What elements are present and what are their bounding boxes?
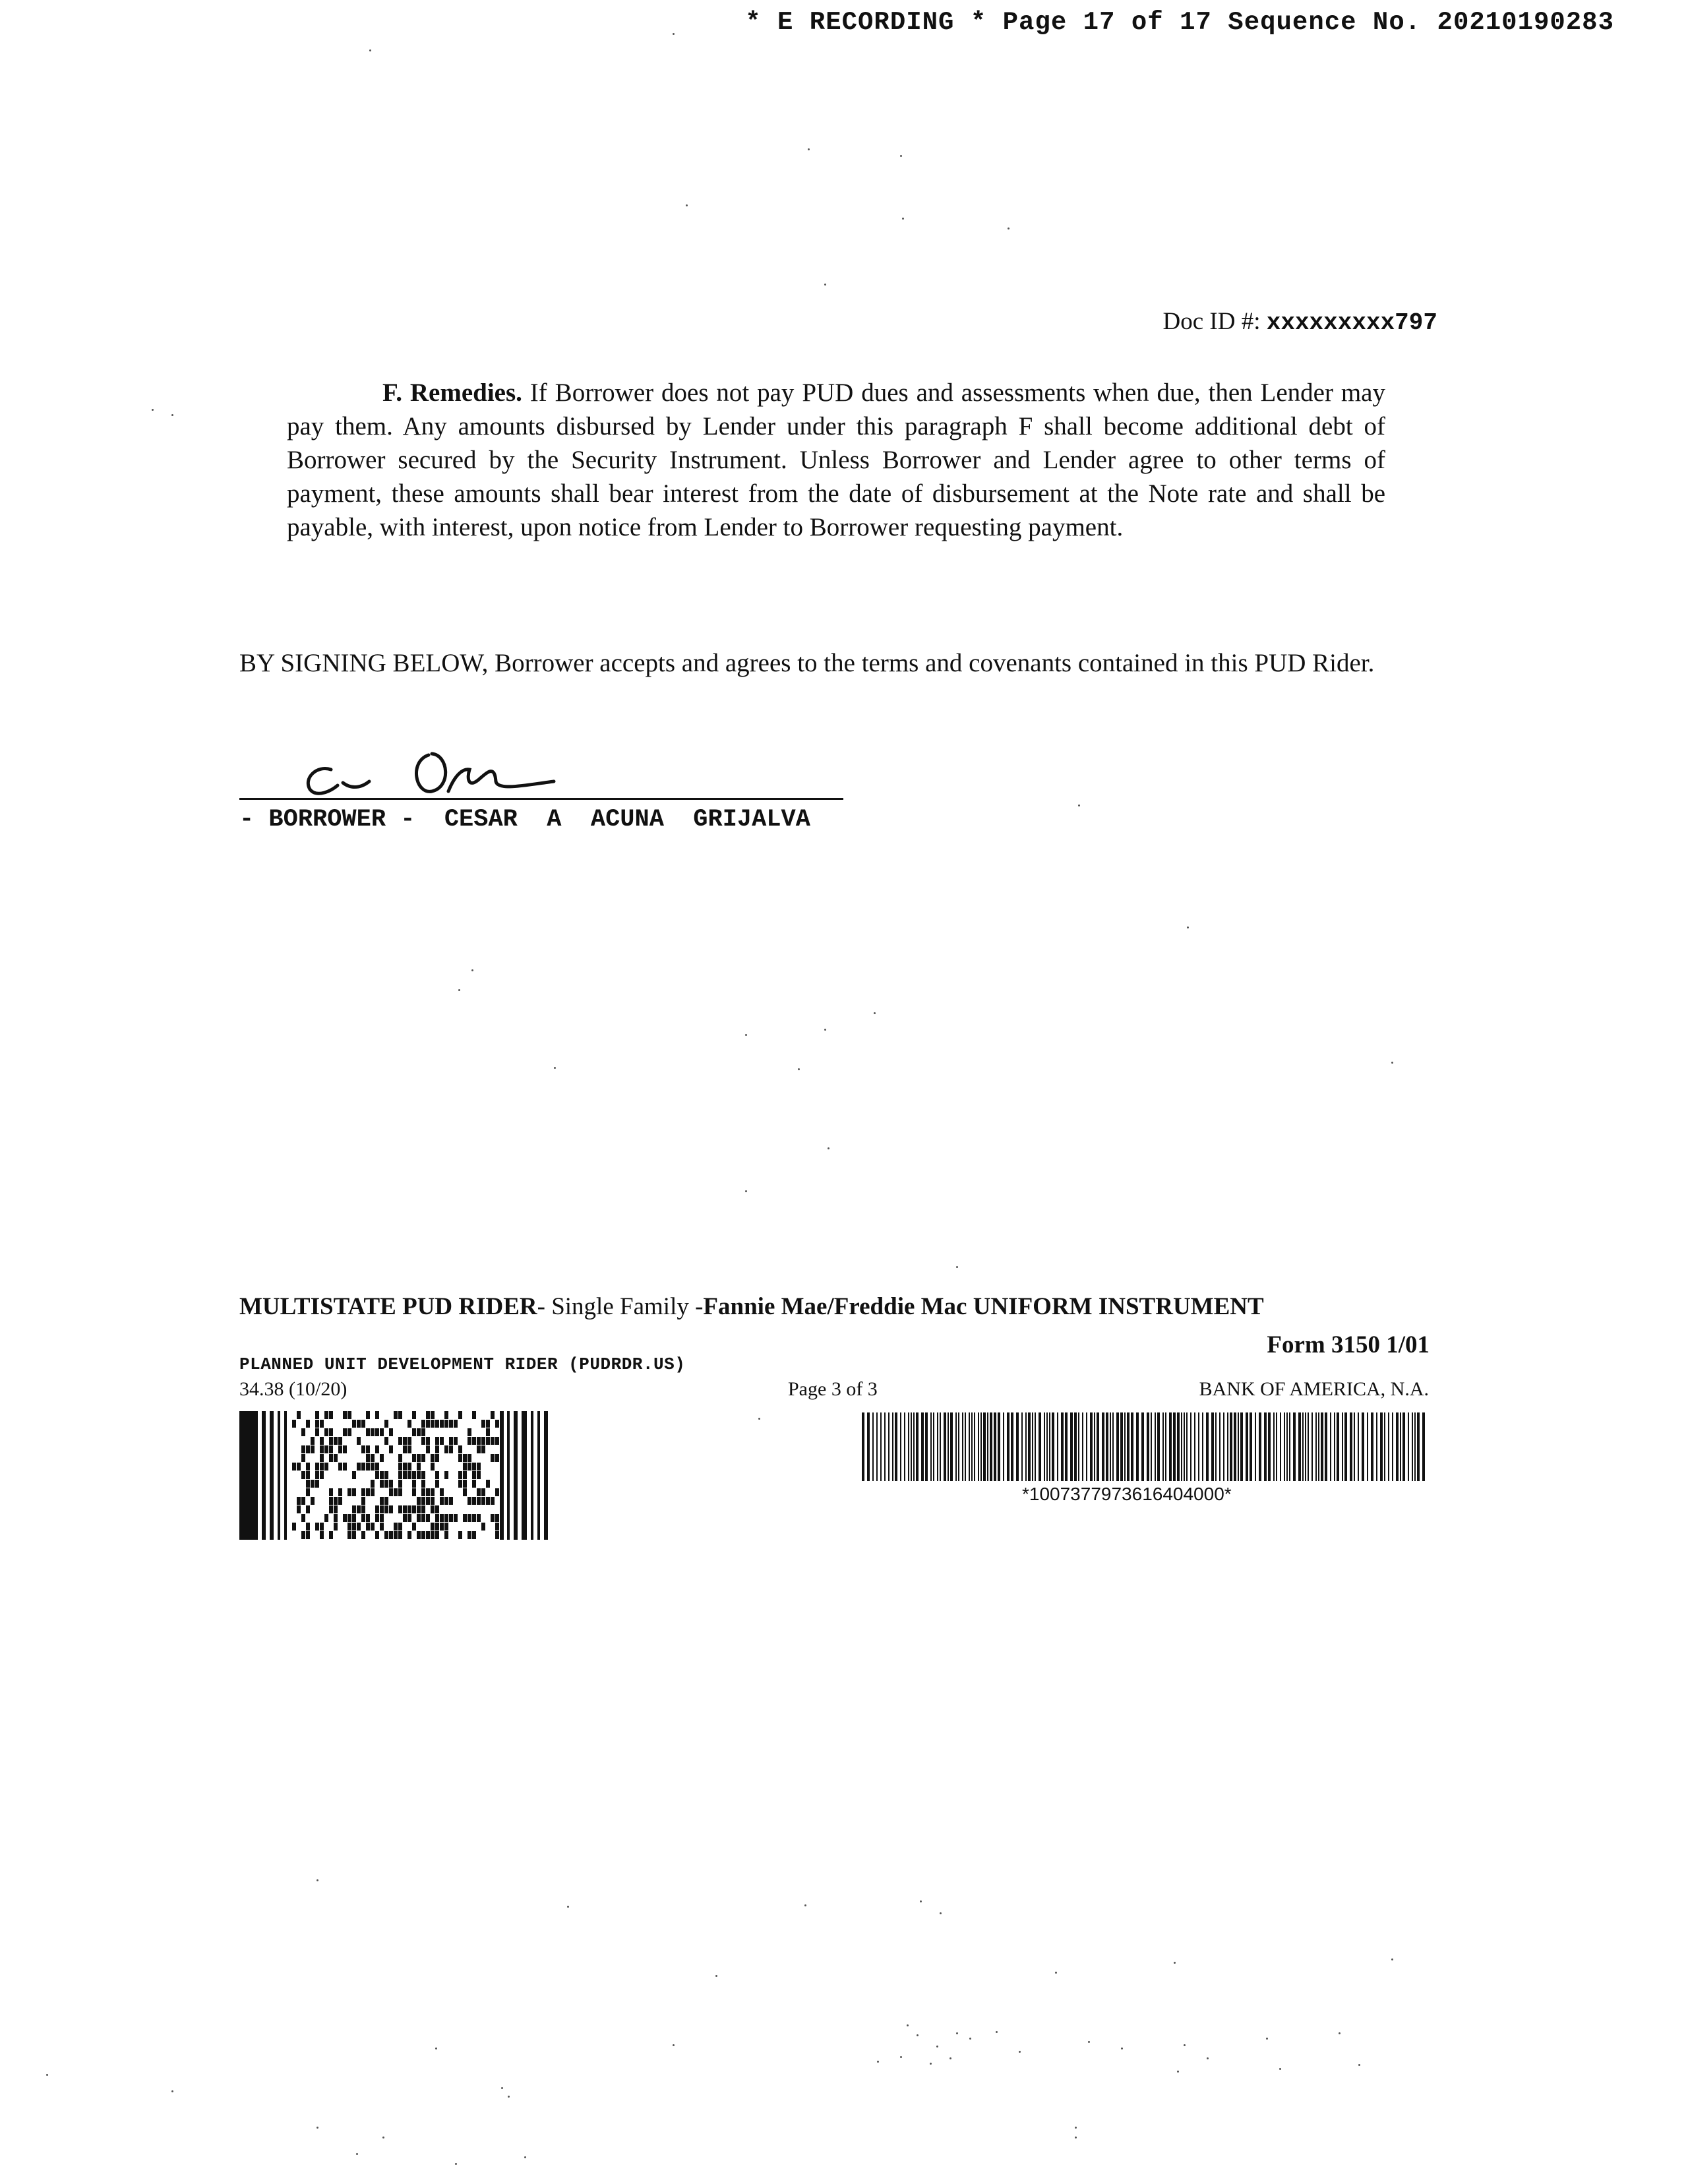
scan-speck xyxy=(900,155,902,157)
scan-speck xyxy=(828,1147,829,1149)
scan-speck xyxy=(930,2063,932,2065)
scan-speck xyxy=(1078,804,1080,806)
scan-speck xyxy=(171,414,173,416)
scan-speck xyxy=(1177,2071,1179,2073)
borrower-signature xyxy=(290,729,567,801)
scan-speck xyxy=(715,1975,717,1977)
scan-speck xyxy=(936,2046,938,2048)
scan-speck xyxy=(508,2096,510,2098)
doc-id-value: xxxxxxxxx797 xyxy=(1266,309,1437,336)
scan-speck xyxy=(171,2090,173,2092)
scan-speck xyxy=(940,1912,942,1914)
scan-speck xyxy=(1187,926,1189,928)
scan-speck xyxy=(907,2024,909,2026)
scan-speck xyxy=(356,2153,358,2155)
scan-speck xyxy=(501,2087,503,2089)
scan-speck xyxy=(1358,2064,1360,2066)
form-title xyxy=(239,1292,1264,1321)
scan-speck xyxy=(996,2031,998,2033)
scan-speck xyxy=(1019,2051,1021,2053)
scan-speck xyxy=(382,2137,384,2138)
scan-speck xyxy=(745,1190,747,1192)
scan-speck xyxy=(824,1029,826,1031)
scan-speck xyxy=(798,1068,800,1070)
scan-speck xyxy=(804,1904,806,1906)
scan-speck xyxy=(435,2048,437,2049)
signing-statement: BY SIGNING BELOW, Borrower accepts and agrees to the terms and covenants contained in this PUD Rider. xyxy=(239,649,1375,677)
scan-speck xyxy=(956,1266,958,1268)
scan-speck xyxy=(1121,2048,1123,2049)
scan-speck xyxy=(1279,2068,1281,2070)
pdf417-barcode-icon xyxy=(239,1411,549,1540)
barcode-number: *1007377973616404000* xyxy=(1022,1484,1232,1504)
scan-speck xyxy=(46,2074,48,2076)
scan-speck xyxy=(554,1067,556,1069)
scan-speck xyxy=(152,409,154,411)
scan-speck xyxy=(902,218,904,220)
scan-speck xyxy=(686,204,688,206)
scan-speck xyxy=(1075,2127,1077,2129)
scan-speck xyxy=(1339,2032,1341,2034)
recording-stamp: * E RECORDING * Page 17 of 17 Sequence No. 20210190283 xyxy=(745,8,1614,37)
linear-barcode-icon xyxy=(862,1412,1429,1481)
scan-speck xyxy=(874,1012,876,1014)
scan-speck xyxy=(524,2156,526,2158)
scan-speck xyxy=(758,1418,760,1420)
form-title-part-3: Fannie Mae/Freddie Mac UNIFORM INSTRUMENT xyxy=(703,1293,1264,1320)
scan-speck xyxy=(673,2044,675,2046)
scan-speck xyxy=(956,2032,958,2034)
scan-speck xyxy=(969,2038,971,2040)
rider-name: PLANNED UNIT DEVELOPMENT RIDER (PUDRDR.US) xyxy=(239,1354,686,1374)
scan-speck xyxy=(1088,2041,1090,2043)
signature-line xyxy=(239,798,843,800)
remedies-text: If Borrower does not pay PUD dues and assessments when due, then Lender may pay them. Any amounts disbursed by Lender under this paragraph F shall become additional debt of Borrower secured by the Security Instrument. Unless Borrower and Lender agree to other terms of payment, these amounts shall bear interest from the date of disbursement at the Note rate and shall be payable, with interest, upon notice from Lender to Borrower requesting payment. xyxy=(287,379,1385,541)
scan-speck xyxy=(824,284,826,286)
scan-speck xyxy=(877,2061,879,2063)
scan-speck xyxy=(900,2056,902,2058)
scan-speck xyxy=(1075,2137,1077,2138)
lender-name: BANK OF AMERICA, N.A. xyxy=(1199,1378,1429,1400)
scan-speck xyxy=(808,148,810,150)
remedies-heading: F. Remedies. xyxy=(382,379,522,407)
scan-speck xyxy=(471,969,473,971)
scan-speck xyxy=(920,1900,922,1902)
scan-speck xyxy=(745,1034,747,1036)
scan-speck xyxy=(1207,2057,1209,2059)
scan-speck xyxy=(316,2127,318,2129)
scan-speck xyxy=(1174,1962,1176,1964)
scan-speck xyxy=(917,2034,919,2036)
scan-speck xyxy=(567,1906,569,1908)
page-number: Page 3 of 3 xyxy=(788,1378,878,1400)
scan-speck xyxy=(458,989,460,991)
remedies-paragraph xyxy=(287,376,1385,544)
scan-speck xyxy=(1055,1972,1057,1974)
form-title-part-2: - Single Family - xyxy=(537,1293,704,1320)
scan-speck xyxy=(1391,1062,1393,1064)
scan-speck xyxy=(673,33,675,35)
borrower-name-line: - BORROWER - CESAR A ACUNA GRIJALVA xyxy=(239,806,810,834)
scan-speck xyxy=(369,49,371,51)
form-version: 34.38 (10/20) xyxy=(239,1378,347,1400)
scan-speck xyxy=(1266,2038,1268,2040)
doc-id-label: Doc ID #: xyxy=(1162,308,1261,335)
doc-id xyxy=(1163,307,1437,336)
form-number: Form 3150 1/01 xyxy=(1267,1331,1430,1358)
scan-speck xyxy=(455,2163,457,2165)
scan-speck xyxy=(950,2057,951,2059)
scan-speck xyxy=(1008,228,1010,229)
scan-speck xyxy=(1391,1958,1393,1960)
scan-speck xyxy=(316,1879,318,1881)
scan-speck xyxy=(1184,2044,1186,2046)
form-title-part-1: MULTISTATE PUD RIDER xyxy=(239,1293,537,1320)
